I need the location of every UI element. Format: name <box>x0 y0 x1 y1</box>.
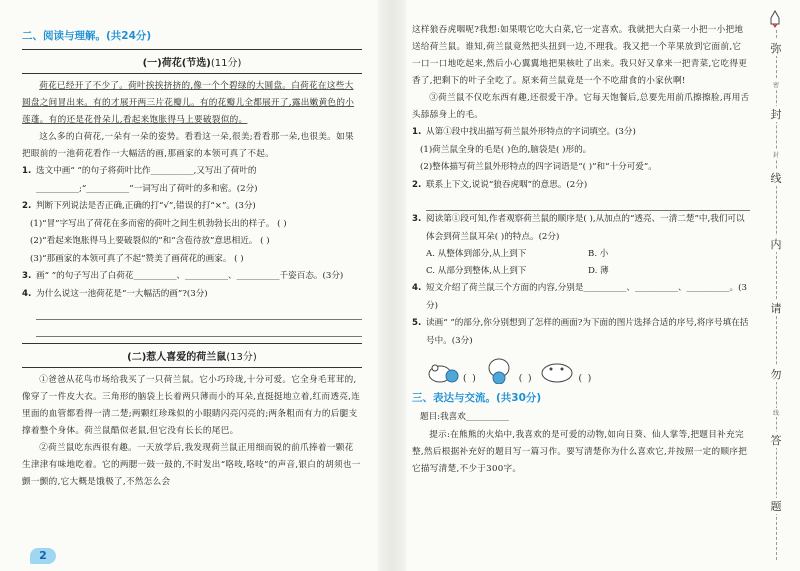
part1-header <box>22 49 362 74</box>
option-a[interactable]: A. 从整体到部分,从上到下 <box>426 249 527 259</box>
question-r2: 2. 联系上下文,说说“狼吞虎咽”的意思。(2分) <box>412 179 588 190</box>
left-column <box>22 22 362 491</box>
essay-hint: 提示:在熊熊的火焰中,我喜欢的是可爱的动物,如向日葵、仙人掌等,把题目补充完整,然后根据补充好的题目写一篇习作。要写清楚你为什么喜欢它,并按照一定的顺序把它描写清楚,不少于300字。 <box>412 429 748 474</box>
passage2-para3: ③荷兰鼠不仅吃东西有趣,还很爱干净。它每天饱餐后,总要先用前爪擦擦脸,再用舌头舔舔身上的毛。 <box>412 93 750 120</box>
question-2-1: (1)“冒”字写出了荷花在多而密的荷叶之间生机勃勃长出的样子。 ( ) <box>30 218 287 229</box>
rail-char: 内 <box>768 236 784 252</box>
rail-char: 答 <box>768 432 784 448</box>
essay-topic: 题目:我喜欢__________ <box>420 412 509 422</box>
passage2-continued: 这样狼吞虎咽呢?我想:如果喂它吃大白菜,它一定喜欢。我就把大白菜一小把一小把地送给荷兰鼠。谁知,荷兰鼠竟然把头扭到一边,不理我。我又把一个苹果放到它面前,它一口一口地吃起来,然后小心翼翼地把果核吐了出来。我只好又拿来一把青菜,它吃得更香了,把剩下的叶子全吃了。原来荷兰鼠竟是一个不吃甜食的小家伙啊! <box>412 25 748 86</box>
answer-line[interactable] <box>426 194 750 211</box>
right-column <box>412 22 750 478</box>
question-r1: 1. 从第①段中找出描写荷兰鼠外形特点的字词填空。(3分) <box>412 127 636 137</box>
part2-header <box>22 343 362 368</box>
hamster-sitting-icon <box>538 358 576 384</box>
picture-2 <box>482 356 532 384</box>
answer-paren[interactable]: ( ) <box>518 374 532 384</box>
section-title-reading: 二、阅读与理解。(共24分) <box>22 30 152 42</box>
rail-char: 线 <box>768 170 784 186</box>
question-1: 1. 选文中画“ ”的句子将荷叶比作__________,又写出了荷叶的__________;“__________”一词写出了荷叶的多和密。(2分) <box>22 166 258 194</box>
question-2-2: (2)“看起来饱胀得马上要破裂似的”和“含苞待放”意思相近。 ( ) <box>30 236 270 246</box>
hamster-eating-icon <box>426 358 460 384</box>
question-r3: 3. 阅读第①段可知,作者观察荷兰鼠的顺序是( ),从加点的“透亮、一清二楚”中,我们可以体会到荷兰鼠耳朵( )的特点。(2分) <box>412 214 745 242</box>
answer-line[interactable] <box>36 303 362 320</box>
section-title-writing: 三、表达与交流。(共30分) <box>412 392 542 404</box>
question-r1-1: (1)荷兰鼠全身的毛是( )色的,脑袋是( )形的。 <box>420 144 592 155</box>
option-c[interactable]: C. 从部分到整体,从上到下 <box>426 266 527 276</box>
page-gutter <box>378 0 406 571</box>
picture-choices <box>426 356 750 384</box>
question-2-3: (3)“那画家的本领可真了不起”赞美了画荷花的画家。 ( ) <box>30 253 244 264</box>
answer-line[interactable] <box>36 320 362 337</box>
options-row-1 <box>412 246 750 263</box>
part2-title: (二)惹人喜爱的荷兰鼠 <box>127 352 227 363</box>
rail-small-char: 线 <box>769 408 783 417</box>
answer-paren[interactable]: ( ) <box>578 374 592 384</box>
part1-points: (11分) <box>210 58 242 69</box>
part2-points: (13分) <box>226 352 257 363</box>
option-d[interactable]: D. 薄 <box>588 266 609 276</box>
rail-char: 请 <box>768 300 784 316</box>
rail-char: 题 <box>768 498 784 514</box>
part1-title: (一)荷花(节选) <box>142 58 211 69</box>
hamster-holding-ball-icon <box>482 356 516 384</box>
question-3: 3. 画“ ”的句子写出了白荷花__________、__________、__________千姿百态。(3分) <box>22 271 344 281</box>
rail-char: 封 <box>768 106 784 122</box>
question-2: 2. 判断下列说法是否正确,正确的打“√”,错误的打“×”。(3分) <box>22 201 256 211</box>
rail-char: 弥 <box>768 40 784 56</box>
passage1-para2: 这么多的白荷花,一朵有一朵的姿势。看看这一朵,很美;看看那一朵,也很美。如果把眼前的一池荷花看作一大幅活的画,那画家的本领可真了不起。 <box>22 132 354 159</box>
passage1-para1: 荷花已经开了不少了。荷叶挨挨挤挤的,像一个个碧绿的大圆盘。白荷花在这些大圆盘之间冒出来。有的才展开两三片花瓣儿。有的花瓣儿全都展开了,露出嫩黄色的小莲蓬。有的还是花骨朵儿,看起来饱胀得马上要破裂似的。 <box>22 81 355 125</box>
question-r5: 5. 读画“ ”的部分,你分别想到了怎样的画面?为下面的图片选择合适的序号,将序号填在括号中。(3分) <box>412 318 749 346</box>
rail-char: 勿 <box>768 366 784 382</box>
question-r1-2: (2)整体描写荷兰鼠外形特点的四字词语是“( )”和“十分可爱”。 <box>420 162 657 172</box>
picture-3 <box>538 358 592 384</box>
passage2-para1: ①爸爸从花鸟市场给我买了一只荷兰鼠。它小巧玲珑,十分可爱。它全身毛茸茸的,像穿了一件皮大衣。三角形的脑袋上长着两只薄而小的耳朵,直挺挺地立着,红而透亮,连里面的血管都看得一清二楚;两颗红珍珠似的小眼睛闪亮闪亮的;两条粗而有力的后腿支撑着整个身体。荷兰鼠酷似老鼠,但它没有长长的尾巴。 <box>22 375 361 436</box>
rail-small-char: 封 <box>769 150 783 159</box>
option-b[interactable]: B. 小 <box>588 249 609 259</box>
seal-line-rail <box>760 0 792 571</box>
question-r4: 4. 短文介绍了荷兰鼠三个方面的内容,分别是__________、__________、__________。(3分) <box>412 283 747 311</box>
page-number-badge: 2 <box>30 548 56 564</box>
picture-1 <box>426 358 476 384</box>
question-4: 4. 为什么说这一池荷花是“一大幅活的画”?(3分) <box>22 288 208 299</box>
passage2-para2: ②荷兰鼠吃东西很有趣。一天放学后,我发现荷兰鼠正用细而锐的前爪捧着一颗花生津津有味地吃着。它的两腮一鼓一鼓的,不时发出“咯吱,咯吱”的声音,银白的胡须也一颤一颤的,它大概是饿极了,不然怎么会 <box>22 443 361 487</box>
options-row-2 <box>412 263 750 280</box>
answer-paren[interactable]: ( ) <box>463 374 476 384</box>
rail-small-char: 密 <box>769 80 783 89</box>
